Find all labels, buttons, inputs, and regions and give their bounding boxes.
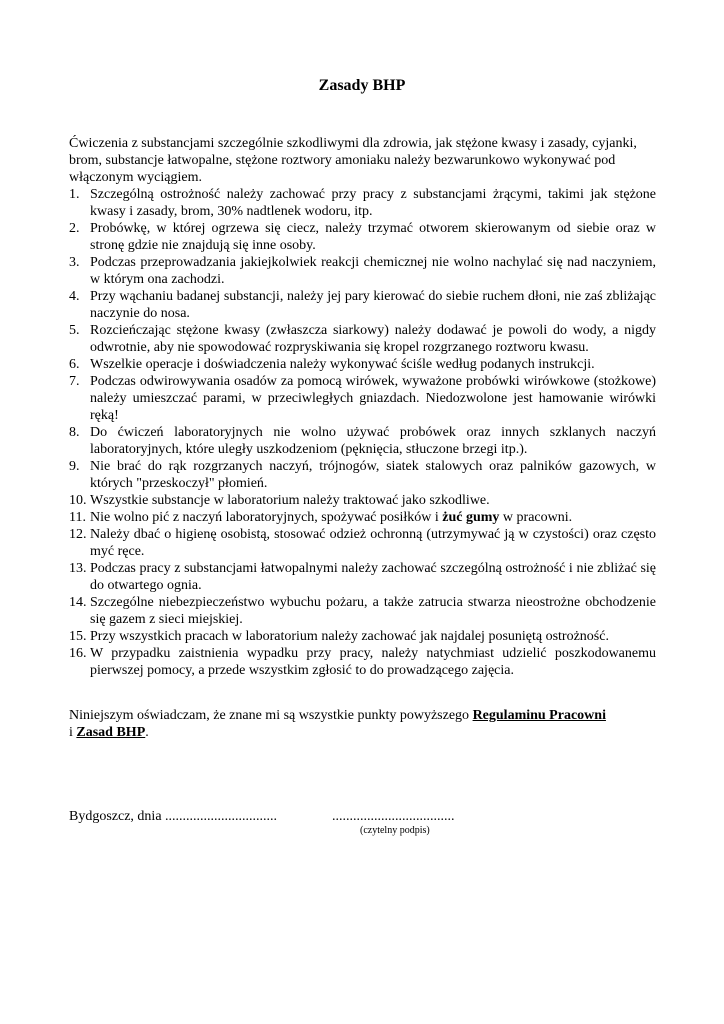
- rule-item: [69, 458, 656, 492]
- rule-item: [69, 509, 656, 526]
- rule-item: [69, 186, 656, 220]
- rule-text: Przy wąchaniu badanej substancji, należy jej pary kierować do siebie ruchem dłoni, nie zaś zbliżając naczynie do nosa.: [90, 289, 656, 321]
- rule-number: 12.: [69, 527, 87, 542]
- rule-text: [90, 509, 656, 526]
- rule-text: Przy wszystkich pracach w laboratorium należy zachować jak najdalej posuniętą ostrożność.: [90, 629, 609, 644]
- rule-item: [69, 560, 656, 594]
- rule-text: Rozcieńczając stężone kwasy (zwłaszcza siarkowy) należy dodawać je powoli do wody, a nigdy odwrotnie, aby nie spowodować rozpryskiwania się kropel rozgrzanego roztworu kwasu.: [90, 323, 656, 355]
- place-date-line: Bydgoszcz, dnia ................................: [69, 809, 278, 824]
- rule-text: Probówkę, w której ogrzewa się ciecz, należy trzymać otworem skierowanym od siebie oraz w stronę gdzie nie znajdują się inne osoby.: [90, 221, 656, 253]
- signature-caption: (czytelny podpis): [360, 825, 430, 836]
- rule-text: Należy dbać o higienę osobistą, stosować odzież ochronną (utrzymywać ją w czystości) oraz często myć ręce.: [90, 527, 656, 559]
- rules-list: [69, 186, 656, 679]
- rule-item: [69, 526, 656, 560]
- rule-number: 16.: [69, 646, 87, 661]
- rule-number: 14.: [69, 595, 87, 610]
- rule-number: 7.: [69, 374, 80, 389]
- rule-text: Podczas przeprowadzania jakiejkolwiek reakcji chemicznej nie wolno nachylać się nad naczyniem, w którym ona zachodzi.: [90, 255, 656, 287]
- declaration-paragraph: [69, 707, 659, 741]
- rule-item: [69, 288, 656, 322]
- regulamin-reference: Regulaminu Pracowni: [472, 708, 606, 723]
- signature-line: ...................................: [332, 809, 455, 824]
- rule-number: 10.: [69, 493, 87, 508]
- rule-text: Szczególną ostrożność należy zachować przy pracy z substancjami żrącymi, takimi jak stężone kwasy i zasady, brom, 30% nadtlenek wodoru, itp.: [90, 187, 656, 219]
- declaration-text: i: [69, 725, 77, 740]
- rule-number: 13.: [69, 561, 87, 576]
- rule-item: [69, 594, 656, 628]
- declaration-text: Niniejszym oświadczam, że znane mi są wszystkie punkty powyższego: [69, 708, 473, 723]
- rule-number: 6.: [69, 357, 80, 372]
- rule-text: W przypadku zaistnienia wypadku przy pracy, należy natychmiast udzielić poszkodowanemu pierwszej pomocy, a przede wszystkim zgłosić to do prowadzącego zajęcia.: [90, 646, 656, 678]
- rule-item: [69, 628, 656, 645]
- rule-number: 1.: [69, 187, 80, 202]
- rule-item: [69, 492, 656, 509]
- rule-number: 5.: [69, 323, 80, 338]
- rule-number: 4.: [69, 289, 80, 304]
- rule-number: 9.: [69, 459, 80, 474]
- rule-text: Szczególne niebezpieczeństwo wybuchu pożaru, a także zatrucia stwarza nieostrożne obchodzenie się gazem z sieci miejskiej.: [90, 595, 656, 627]
- rule-text: Podczas pracy z substancjami łatwopalnymi należy zachować szczególną ostrożność i nie zbliżać się do otwartego ognia.: [90, 561, 656, 593]
- rule-text: Wszelkie operacje i doświadczenia należy wykonywać ściśle według podanych instrukcji.: [90, 357, 595, 372]
- rule-item: [69, 254, 656, 288]
- rule-text: Podczas odwirowywania osadów za pomocą wirówek, wyważone probówki wirówkowe (stożkowe) należy umieszczać parami, w przeciwległych gniazdach. Niedozwolone jest hamowanie wirówki ręką!: [90, 374, 656, 423]
- document-title: Zasady BHP: [318, 77, 406, 94]
- rule-text: Do ćwiczeń laboratoryjnych nie wolno używać probówek oraz innych szklanych naczyń laboratoryjnych, które uległy uszkodzeniom (pęknięcia, stłuczone brzegi itp.).: [90, 425, 656, 457]
- rule-number: 3.: [69, 255, 80, 270]
- rule-text: Nie brać do rąk rozgrzanych naczyń, trójnogów, siatek stalowych oraz palników gazowych, w których "przeskoczył" płomień.: [90, 459, 656, 491]
- rule-number: 2.: [69, 221, 80, 236]
- rule-item: [69, 220, 656, 254]
- rule-item: [69, 424, 656, 458]
- rule-number: 11.: [69, 510, 86, 525]
- rule-item: [69, 645, 656, 679]
- rule-text: Wszystkie substancje w laboratorium należy traktować jako szkodliwe.: [90, 493, 490, 508]
- rule-text-bold: żuć gumy: [442, 510, 500, 525]
- rule-number: 8.: [69, 425, 80, 440]
- rule-item: [69, 373, 656, 424]
- zasady-reference: Zasad BHP: [76, 725, 146, 740]
- rule-text-part: Nie wolno pić z naczyń laboratoryjnych, spożywać posiłków i: [90, 510, 443, 525]
- declaration-text: .: [145, 725, 149, 740]
- rule-text-part: w pracowni.: [499, 510, 573, 525]
- intro-paragraph: Ćwiczenia z substancjami szczególnie szkodliwymi dla zdrowia, jak stężone kwasy i zasady, cyjanki, brom, substancje łatwopalne, stężone roztwory amoniaku należy bezwarunkowo wykonywać pod włączonym wyciągiem.: [69, 136, 637, 185]
- rule-item: [69, 356, 656, 373]
- rule-number: 15.: [69, 629, 87, 644]
- rule-item: [69, 322, 656, 356]
